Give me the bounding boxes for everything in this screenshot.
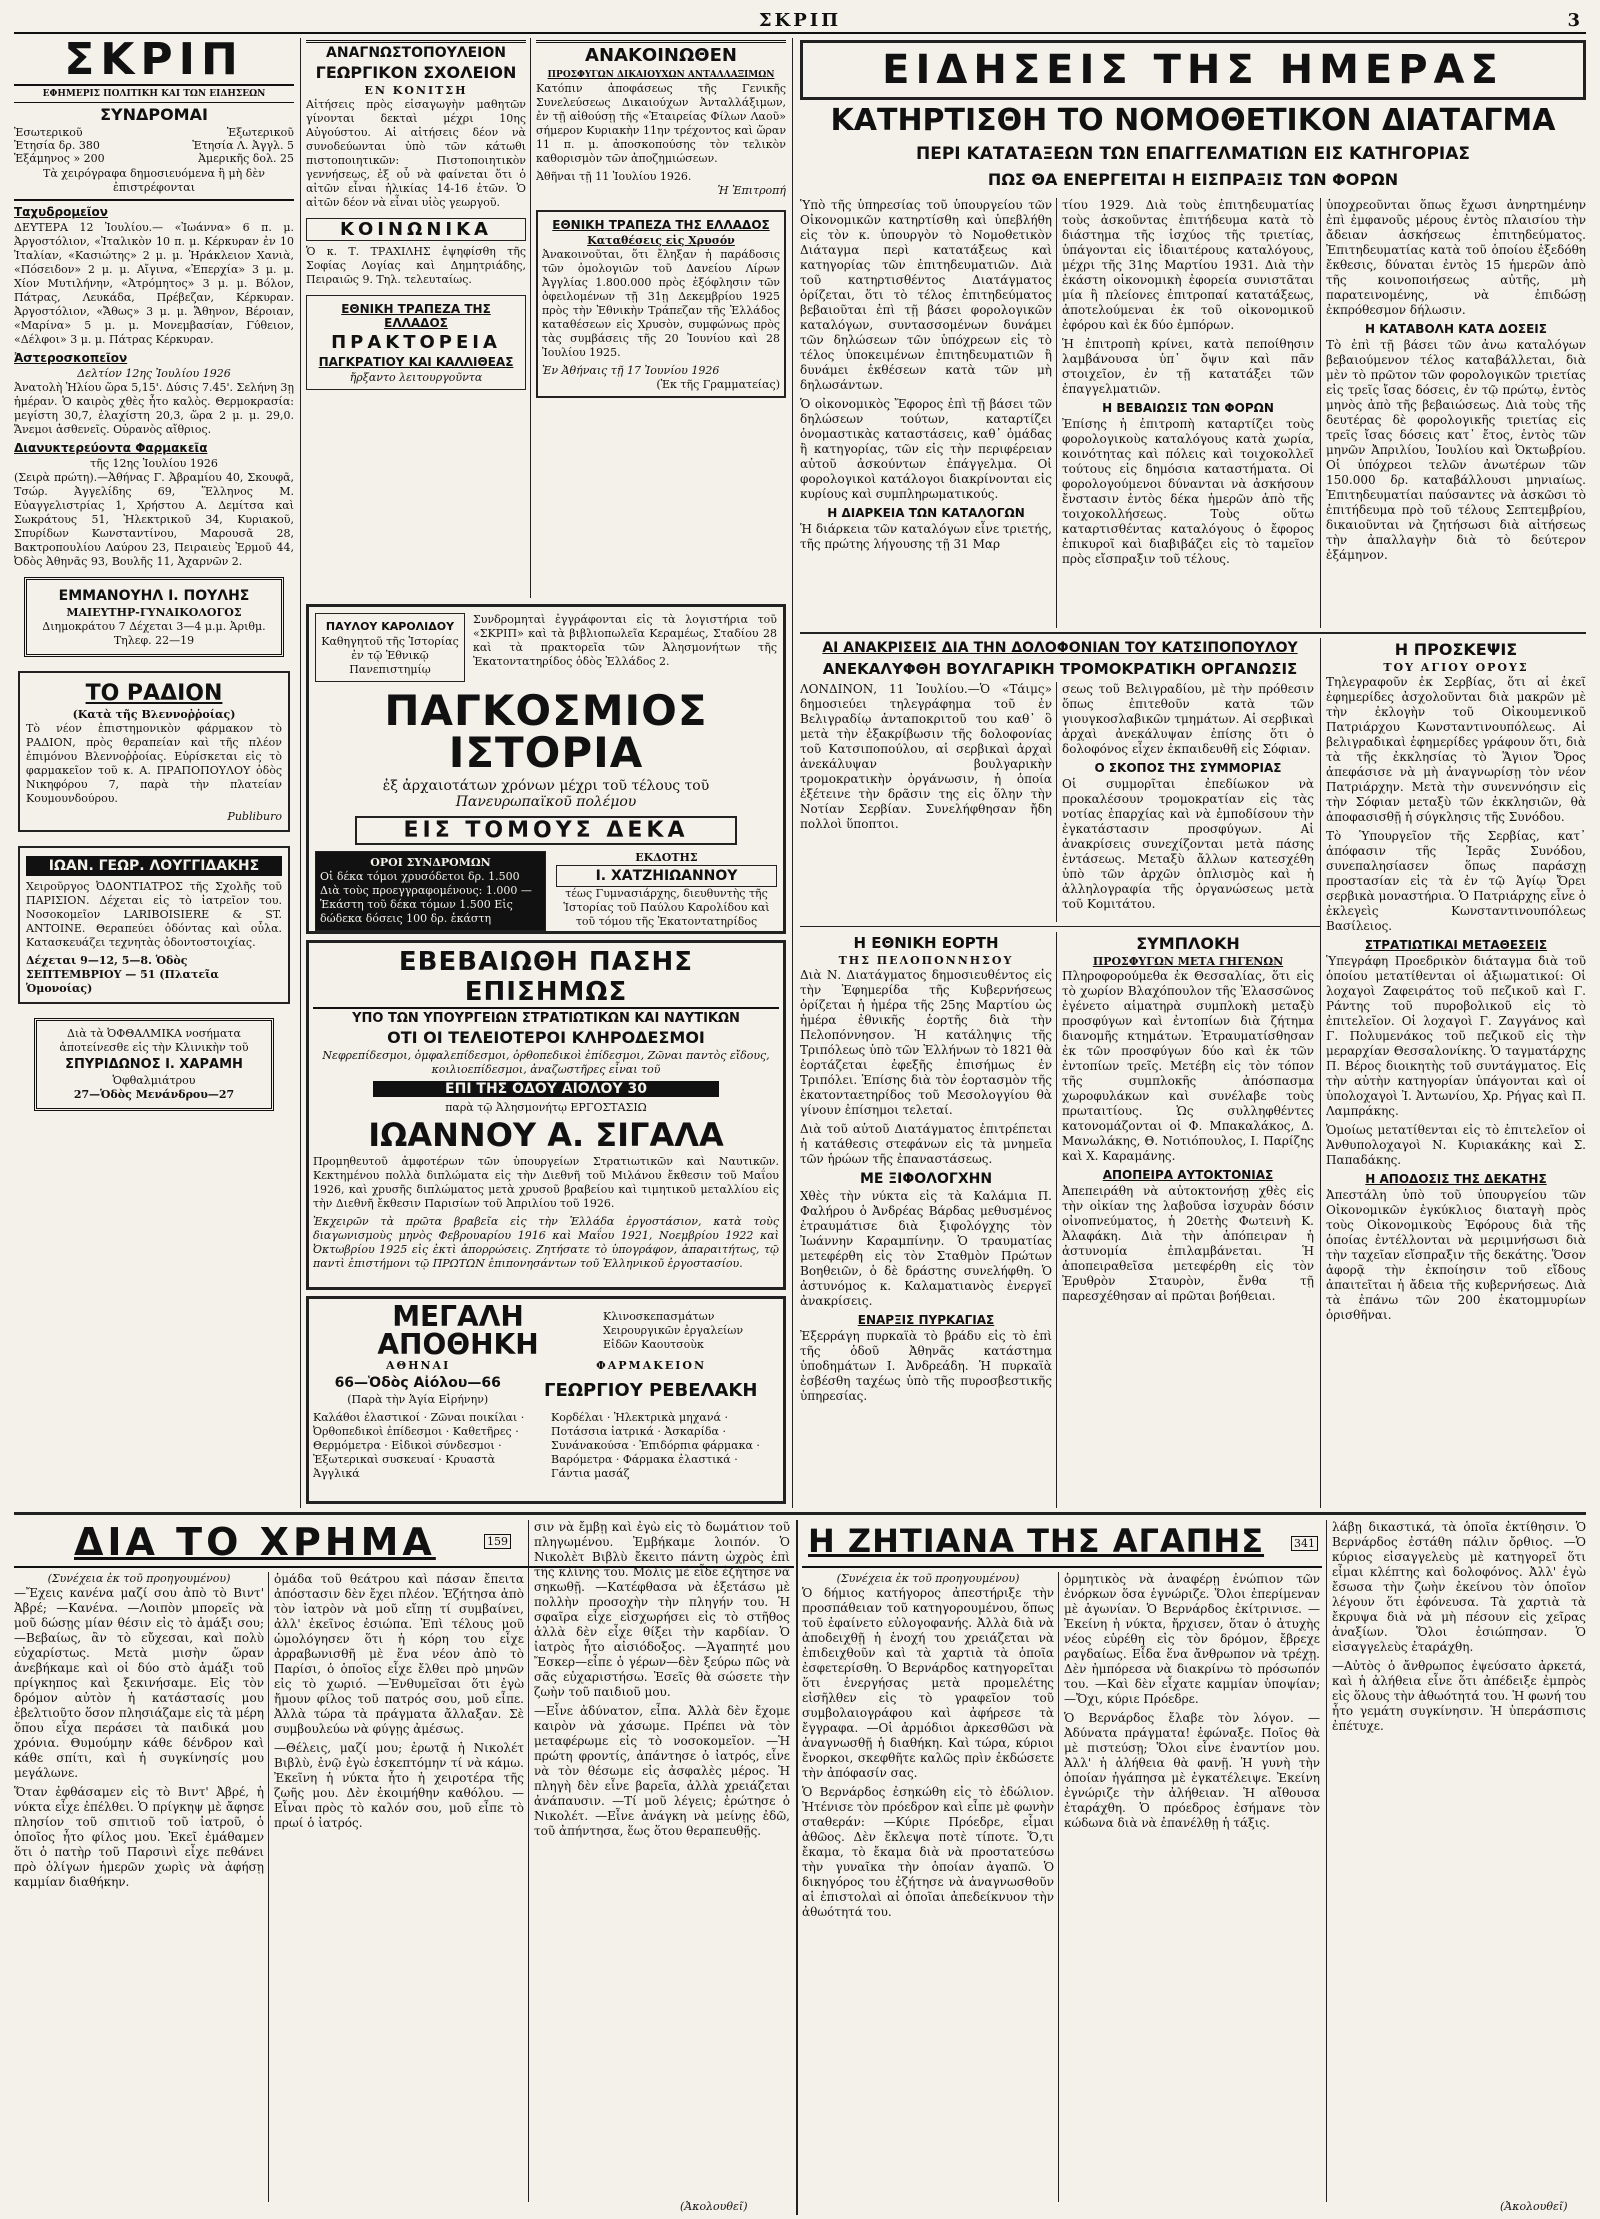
serial1-number: 159	[484, 1534, 511, 1549]
tithe-text: Ἀπεστάλη ὑπὸ τοῦ ὑπουργείου τῶν Οἰκονομικῶν ἐγκύκλιος διαταγὴ πρὸς τοὺς Οἰκονομικοὺς Ἐφόρους διὰ τῆς ὁποίας ἐντέλλονται νὰ μεριμνήσωσι διὰ τὴν ταχεῖαν εἴσπραξιν τῆς δεκάτης. Ὅσον ἀφορᾷ τὴν ἐκποίησιν τοῦ εἴδους ἀπαιτεῖται ἡ ἄδεια τῆς κυβερνήσεως. Διὰ τὰ ἐπάνω τῶν 200 ἑκατομμυρίων ὁρισθῆναι.	[1326, 1188, 1586, 1322]
warehouse-sub: Κλινοσκεπασμάτων Χειρουργικῶν ἐργαλείων Εἰδῶν Καουτσοὺκ	[603, 1310, 744, 1351]
news-headline3: ΠΩΣ ΘΑ ΕΝΕΡΓΕΙΤΑΙ Η ΕΙΣΠΡΑΞΙΣ ΤΩΝ ΦΟΡΩΝ	[987, 170, 1399, 189]
ad-loungidakis-text: Χειροῦργος ὈΔΟΝΤΙΑΤΡΟΣ τῆς Σχολῆς τοῦ ΠΑΡΙΣΙΟΝ. Δέχεται εἰς τὸ ἰατρεῖον του. Νοσοκομεῖον LARIBOISIERE & ST. ANTOINE. Θεραπεύει ὁδόντας καὶ οὖλα. Κατασκευάζει τεχνητὰς ὀδοντοστοιχίας.	[26, 880, 282, 949]
fight-text: Πληροφορούμεθα ἐκ Θεσσαλίας, ὅτι εἰς τὸ χωρίον Βλαχόπουλον τῆς Ἐλασσῶνος ἐγένετο αἱματηρὰ συμπλοκὴ μεταξὺ προσφύγων καὶ ἐντοπίων διὰ ζήτημα διανομῆς κτημάτων. Ἐτραυματίσθησαν ἐκ τῶν προσφύγων δύο καὶ ἐκ τῶν ἐντοπίων τρεῖς. Μετέβη εἰς τὸν τόπον τῆς συμπλοκῆς ἀπόσπασμα χωροφυλάκων καὶ συνέλαβε τοὺς πρωταιτίους. Ὡς συλληφθέντες κατονομάζονται οἱ Φ. Μπακαλάκος, Δ. Μανωλάκης, Θ. Νοτιόπουλος, Ι. Παρίζης καὶ Χ. Καραμάνης.	[1062, 969, 1314, 1163]
news-n1-text3: Ἡ διάρκεια τῶν καταλόγων εἶνε τριετής, τῆς πρώτης λήγουσης τῇ 31 Μαρ	[800, 522, 1052, 551]
pharmacy-text: (Σειρὰ πρώτη).—Ἀθήνας Γ. Ἀβραμίου 40, Σκουφᾶ, Τσώρ. Ἀγγελίδης 69, Ἕλληνος Μ. Εὐαγγελιστρίας 1, Χρήστου Α. Δεμίτσα καὶ Σωκράτους 51, Ἠλεκτρικοῦ 34, Κυριακοῦ, Σπυρίδων Κωνσταντίνου, Μαρουσᾶ 28, Βακτροπουλίου Λαύρου 23, Πειραιεὺς Ἐρμοῦ 44, Ὀδὸς Ἀθηνᾶς 93, Βουλῆς 11, Ἀχαρνῶν 2.	[14, 471, 294, 568]
school-title: ΑΝΑΓΝΩΣΤΟΠΟΥΛΕΙΟΝ	[306, 40, 526, 61]
fest-sub: ΤΗΣ ΠΕΛΟΠΟΝΝΗΣΟΥ	[838, 954, 1014, 967]
sigalas-text1: Νεφρεπίδεσμοι, ὀμφαλεπίδεσμοι, ὀρθοπεδικοὶ ἐπίδεσμοι, Ζῶναι παντὸς εἴδους, κοιλιοεπίδεσμοι, ἀναζωστῆρες εἶναι τοῦ	[322, 1049, 770, 1076]
serial2-header	[802, 1520, 1322, 1568]
history-right-text: Συνδρομηταὶ ἐγγράφονται εἰς τὰ λογιστήρια τοῦ «ΣΚΡΙΠ» καὶ τὰ βιβλιοπωλεῖα Κεραμέως, Σταδίου 28 καὶ τὰ πρακτορεῖα τῶν Ἀλησμονήτων τῆς Ἐκατοντατηρίδος ὁδὸς Ἑλλάδος 2.	[473, 613, 777, 668]
mil-text: Ὑπεγράφη Προεδρικὸν διάταγμα διὰ τοῦ ὁποίου μετατίθενται οἱ ἀξιωματικοί: Οἱ λοχαγοὶ Ζαφειράτος τοῦ πεζικοῦ καὶ Γ. Ράντης τοῦ πυροβολικοῦ εἰς τὸ ἐπιτελεῖον. Οἱ λοχαγοὶ Γ. Ζαγγάνος καὶ Γ. Πολυμενάκος τοῦ πεζικοῦ εἰς τὴν μεραρχίαν Θεσσαλονίκης. Ὁ ταγματάρχης Π. Βέρος διοικητὴς τοῦ συντάγματος. Εἰς τὴν αὐτὴν κατηγορίαν ὑπάγονται καὶ οἱ ὑπολοχαγοὶ Ἰ. Ἀντωνίου, Χρ. Ρήγας καὶ Π. Λαμπράκης.	[1326, 954, 1586, 1118]
fire-title: ΕΝΑΡΞΙΣ ΠΥΡΚΑΓΙΑΣ	[857, 1313, 995, 1327]
social-text: Ὁ κ. Τ. ΤΡΑΧΙΛΗΣ ἐψηφίσθη τῆς Σοφίας Λογίας καὶ Δημητριάδης, Πειραιῶς 9. Τηλ. τελευταίως.	[306, 245, 526, 286]
serial2-cont: (Συνέχεια ἐκ τοῦ προηγουμένου)	[836, 1572, 1020, 1585]
news-right-column	[1326, 638, 1586, 1508]
sigalas-ad	[306, 940, 786, 1290]
bank2-date: Ἐν Ἀθήναις τῇ 17 Ἰουνίου 1926	[542, 364, 720, 377]
warehouse-title: ΜΕΓΑΛΗ ΑΠΟΘΗΚΗ	[377, 1300, 539, 1361]
fest-text: Διὰ Ν. Διατάγματος δημοσιευθέντος εἰς τὴν Ἐφημερίδα τῆς Κυβερνήσεως ὁρίζεται ἡ ἡμέρα τῆς 25ης Μαρτίου ὡς ἡμέρα ἐθνικῆς ἑορτῆς διὰ τὴν Πελοπόννησον. Ἡ κατάληψις τῆς Τριπόλεως ὑπὸ τῶν Ἑλλήνων τὸ 1821 θὰ ἑορτάζεται ἐφεξῆς ἐπισήμως ἐν Τριπόλει. Ἐπίσης διὰ τὸν ἑορτασμὸν τῆς ἑκατονταετηρίδος τοῦ Μεσολογγίου θὰ γίνουν ἐπίσημοι τελεταί.	[800, 968, 1052, 1117]
news-col1	[800, 198, 1052, 628]
news-n3-text2: Τὸ ἐπὶ τῇ βάσει τῶν ἀνω καταλόγων βεβαιούμενον τέλος καταβάλλεται, διὰ μὲν τὸ πρῶτον τῶν φορολογικῶν τριετίας εἰς τρεῖς ἴσας δόσεις, ἐν τῷ πρώτῳ, ἐντὸς μηνὸς ἀπὸ τῆς βεβαιώσεως. Διὰ τοὺς τῆς δευτέρας δὲ φορολογικῆς τριετίας εἰς τρεῖς ἴσας δόσεις κατ᾽ ἔτος, ἐντὸς τῶν μηνῶν Ἀπριλίου, Ἰουλίου καὶ Ὀκτωβρίου. Οἱ ὑπόχρεοι τελῶν ἀνωτέρων τῶν 150.000 δρ. καταβάλλουσι μηνιαίως. Ἐπιτηδευματίαι παύσαντες νὰ ἀσκῶσι τὸ ἐπιτήδευμα πρὸ τοῦ τέλους Σεπτεμβρίου, δικαιοῦνται νὰ ζητήσωσι διὰ αἰτήσεως τὴν ἀπαλλαγὴν διὰ τὸ δεύτερον ἑξάμηνον.	[1326, 338, 1586, 562]
history-sub: ἐξ ἀρχαιοτάτων χρόνων μέχρι τοῦ τέλους τοῦ	[382, 778, 710, 794]
suicide-text: Ἀπεπειράθη νὰ αὐτοκτονήσῃ χθὲς εἰς τὴν οἰκίαν της λαβοῦσα ἰσχυρὰν δόσιν οἰνοπνεύματος, ἡ 20ετὴς Φωτεινὴ Κ. Ἀλαφάκη. Διὰ τὴν ἀπόπειραν ἡ ἀστυνομία ἐπιλαμβάνεται. Ἡ ἀποπειραθεῖσα μετεφέρθη εἰς τὸν Ἐρυθρὸν Σταυρὸν, ἔνθα τῇ παρεσχέθησαν αἱ πρῶται βοήθειαι.	[1062, 1184, 1314, 1303]
monks-text2: Τὸ Ὑπουργεῖον τῆς Σερβίας, κατ᾽ ἀπόφασιν τῆς Ἱερᾶς Συνόδου, συνεπαλησίασεν ὅπως παράσχῃ προστασίαν εἰς τὰ ἐν τῷ Ἁγίῳ Ὄρει σερβικὰ μοναστήρια. Ὁ Πατριάρχης εἶνε ὁ ἐκλεγεὶς Κωνσταντινουπόλεως Βασίλειος.	[1326, 829, 1586, 933]
history-terms-text: Οἱ δέκα τόμοι χρυσόδετοι δρ. 1.500 Διὰ τοὺς προεγγραφομένους: 1.000 —Ἑκάστη τοῦ δέκα τόμων 1.500 Εἰς δώδεκα δόσεις 100 δρ. ἑκάστη	[320, 870, 532, 925]
warehouse-list1: Καλάθοι ἐλαστικοί · Ζῶναι ποικίλαι · Ὀρθοπεδικοὶ ἐπίδεσμοι · Καθετῆρες · Θερμόμετρα · Εἰδικοὶ σύνδεσμοι · Ἐξωτερικαὶ συσκευαί · Κρυαστὰ Ἀγγλικά	[313, 1411, 525, 1480]
warehouse-addr: 66—Ὁδὸς Αἰόλου—66	[334, 1375, 501, 1391]
pharmacy-date: τῆς 12ης Ἰουλίου 1926	[90, 457, 218, 470]
announce-column	[536, 38, 786, 598]
ad-poulis-name: ΕΜΜΑΝΟΥΗΛ Ι. ΠΟΥΛΗΣ	[58, 588, 250, 604]
arrests-text: ΛΟΝΔΙΝΟΝ, 11 Ἰουλίου.—Ὁ «Τάιμς» δημοσιεύει τηλεγράφημα τοῦ ἐν Βελιγραδίῳ ἀνταποκριτοῦ του καθ᾽ ὃ μετὰ τὴν ἐξακρίβωσιν τῆς δολοφονίας τοῦ Κατσιποπούλου, αἱ σερβικαὶ ἀρχαὶ ἀνεκάλυψαν βουλγαρικὴν τρομοκρατικὴν ὀργάνωσιν, ἡ ὁποία ἐξέτεινε τὴν δρᾶσιν της εἰς ὅλην τὴν Νοτίαν Σερβίαν. Συνελήφθησαν ἤδη πολλοὶ ὕποπτοι.	[800, 682, 1052, 831]
news-n3-text: ὑποχρεοῦνται ὅπως ἔχωσι ἀνηρτημένην ἐπὶ ἐμφανοῦς μέρους ἐντὸς πλαισίου τὴν ἄδειαν ἀσκήσεως ἐπιτηδεύματος. Ἐπιτηδευματίας κατὰ τοῦ ὁποίου ἐξεδόθη ἔκθεσις, δύναται ἐντὸς 15 ἡμερῶν ἀπὸ τῆς κοινοποιήσεως αὐτῆς, μὴ παρατεινομένης, νὰ ἐπιδώσῃ ἐκπρόθεσμον δήλωσιν.	[1326, 198, 1586, 317]
ad-radion-sign: Publiburo	[227, 810, 282, 823]
subs-row1b: Ἐτησία Λ. Ἀγγλ. 5	[192, 139, 294, 152]
ad-radion-sub: (Κατὰ τῆς Βλεννοῤῥοίας)	[72, 708, 236, 721]
arrests-text2: σεως τοῦ Βελιγραδίου, μὲ τὴν πρόθεσιν ὅπως ἐπιτεθοῦν κατὰ τῶν γιουγκοσλαβικῶν τμημάτων. Αἱ σερβικαὶ ἀρχαὶ ἀνεκάλυψαν ἐπίσης ὅτι ὁ δολοφόνος εἶχεν ἐκπαιδευθῆ εἰς Σόφιαν.	[1062, 682, 1314, 756]
news-col3	[1326, 198, 1586, 628]
history-author-name: ΠΑΥΛΟΥ ΚΑΡΟΛΙΔΟΥ	[325, 620, 455, 633]
sigalas-addr: ΕΠΙ ΤΗΣ ΟΔΟΥ ΑΙΟΛΟΥ 30	[373, 1081, 719, 1097]
ad-charamis-role: Ὁφθαλμιάτρου	[112, 1074, 196, 1087]
school-column	[306, 38, 526, 598]
bank-sub3: ἤρξαντο λειτουργοῦντα	[349, 371, 483, 384]
ad-charamis	[34, 1018, 274, 1111]
history-publisher-text: τέως Γυμνασιάρχης, διευθυντὴς τῆς Ἱστορίας τοῦ Παύλου Καρολίδου καὶ τοῦ τόμου τῆς Ἐκατοντατηρίδος	[563, 887, 770, 928]
arrests-col1	[800, 682, 1052, 922]
knife-title: ΜΕ ΞΙΦΟΛΟΓΧΗΝ	[859, 1171, 993, 1187]
news-n2-sub: Η ΒΕΒΑΙΩΣΙΣ ΤΩΝ ΦΟΡΩΝ	[1102, 401, 1274, 415]
ad-loungidakis-addr: Δέχεται 9—12, 5—8. Ὁδὸς ΣΕΠΤΕΜΒΡΙΟΥ — 51 (Πλατεῖα Ὁμονοίας)	[26, 954, 219, 995]
history-volumes-box	[355, 816, 737, 845]
news-col2	[1062, 198, 1314, 628]
serial1-col1	[14, 1572, 264, 2202]
bank-sub: ΠΡΑΚΤΟΡΕΙΑ	[331, 332, 501, 353]
serial2-next: (Ἀκολουθεῖ)	[1500, 2200, 1568, 2213]
astro-text: Ἀνατολὴ Ἡλίου ὥρα 5,15'. Δύσις 7.45'. Σελήνη 3ῃ ἡμέραν. Ὁ καιρὸς χθὲς ἦτο καλὸς. Θερμοκρασία: μεγίστη 30,7, ἐλαχίστη 20,3, ὥρα 2 μ. μ. 29,0. Ἄνεμοι ἀσθενεῖς. Οὐρανὸς αἴθριος.	[14, 381, 294, 436]
news-n1-text2: Ὁ οἰκονομικὸς Ἔφορος ἐπὶ τῇ βάσει τῶν δηλώσεων τούτων, καταρτίζει ὀνομαστικὰς καταστάσεις, καθ᾽ ὁμάδας ἢ κατηγορίας, τῶν εἰς τὴν περιφέρειαν αὐτοῦ ἀσκούντων ἐπάγγελμα. Οἱ φορολογικοὶ κατάλογοι διακρίνονται εἰς κυρίους καὶ συμπληρωματικούς.	[800, 397, 1052, 501]
sigalas-banner: ΕΒΕΒΑΙΩΘΗ ΠΑΣΗΣ ΕΠΙΣΗΜΩΣ	[313, 947, 779, 1009]
ad-charamis-addr: 27—Ὁδὸς Μενάνδρου—27	[73, 1088, 235, 1101]
social-title-box	[306, 218, 526, 241]
news-headline2: ΠΕΡΙ ΚΑΤΑΤΑΞΕΩΝ ΤΩΝ ΕΠΑΓΓΕΛΜΑΤΙΩΝ ΕΙΣ ΚΑΤΗΓΟΡΙΑΣ	[915, 144, 1470, 164]
masthead-title: ΣΚΡΙΠ	[758, 10, 842, 31]
sigalas-name: ΙΩΑΝΝΟΥ Α. ΣΙΓΑΛΑ	[368, 1116, 724, 1154]
news-n2-text2: Ἡ ἐπιτροπὴ κρίνει, κατὰ πεποίθησιν λαμβάνουσα ὑπ᾽ ὄψιν καὶ πᾶν στοιχεῖον, ἐν τῇ κατατάξει τῶν ἐπαγγελματιῶν.	[1062, 337, 1314, 396]
warehouse-ad	[306, 1296, 786, 1504]
sigalas-text2: Προμηθευτοῦ ἀμφοτέρων τῶν ὑπουργείων Στρατιωτικῶν καὶ Ναυτικῶν. Κεκτημένου πολλὰ διπλώματα εἰς τὴν Διεθνῆ τοῦ Μιλάνου ἔκθεσιν τοῦ Μαΐου 1926, καὶ χρυσῆς διπλώματος μετὰ χρυσοῦ βραβείου καὶ τιμητικοῦ μεταλλίου εἰς τὴν Διεθνῆ ἔκθεσιν Παρισίων τοῦ Ἀπριλίου τοῦ 1926.	[313, 1155, 779, 1210]
monks-sub: ΤΟΥ ΑΓΙΟΥ ΟΡΟΥΣ	[1383, 661, 1529, 674]
news-n2-text: τίου 1929. Διὰ τοὺς ἐπιτηδευματίας τοὺς ἀσκοῦντας ἐπιτήδευμα κατὰ τὸ διάστημα τῆς ἰσχύος τῆς τριετίας, ὑπάγονται εἰς ἰδιαιτέρους καταλόγους, μέχρι τῆς 31ης Μαρτίου 1931. Διὰ τὴν ἐκάστη οἰκονομικὴ ἐφορεία συνιστᾶται μία ἢ πλείονες ἐπιτροπαί κατατάξεως, ἀποτελούμεναι ἐκ τοῦ οἰκονομικοῦ ἐφόρου καὶ ἐκ δύο ἐμπόρων.	[1062, 198, 1314, 332]
knife-text: Χθὲς τὴν νύκτα εἰς τὰ Καλάμια Π. Φαλήρου ὁ Ἀνδρέας Βάρδας μεθυσμένος ἐτραυμάτισε διὰ ξιφολόγχης τὸν Ἰωάννην Καραμπίνην. Ὁ τραυματίας μετεφέρθη εἰς τὸν Σταθμὸν Πρώτων Βοηθειῶν, ὁ δὲ δράστης συνελήφθη. Ὁ ἀστυνόμος κ. Καλαματιανὸς ἐνεργεῖ ἀνακρίσεις.	[800, 1189, 1052, 1308]
serial1-text1: —Ἔχεις κανένα μαζί σου ἀπὸ τὸ Βιντ' Ἀβρέ; —Κανένα. —Λοιπὸν μπορεῖς νὰ μοῦ δώσῃς μίαν θέσιν εἰς τὸ ἀμάξι σου; —Βεβαίως, ἂν τὸ εὔχεσαι, καὶ πολὺ εὐχαρίστως. Μετὰ μισὴν ὥραν ἀνεβήκαμε καὶ οἱ δύο στὸ ἀμάξι τοῦ πρίγκηπος καὶ ξεκινήσαμε. Εἰς τὸν δρόμον αὐτὸν ἡ κατάστασίς μου ἐβελτιοῦτο ὅσον πλησιάζαμε εἰς τὰ μέρη ὅπου εἶχα περάσει τὰ παιδικά μου χρόνια. Θυμούμην κάθε δένδρον καὶ κάθε σπίτι, καὶ ἡ συγκίνησίς μου μεγάλωνε.	[14, 1586, 264, 1780]
serial2-col3	[1332, 1520, 1586, 2202]
ad-poulis-text: Διημοκράτου 7 Δέχεται 3—4 μ.μ. Ἀριθμ. Τηλεφ. 22—19	[42, 620, 266, 647]
serial2-title: Η ΖΗΤΙΑΝΑ ΤΗΣ ΑΓΑΠΗΣ	[808, 1522, 1265, 1560]
history-author-box	[315, 613, 465, 682]
page-number: 3	[1567, 10, 1580, 31]
serial2-text2: Ὁ Βερνάρδος ἐσηκώθη εἰς τὸ ἐδώλιον. Ἠτένισε τὸν πρόεδρον καὶ εἶπε μὲ φωνὴν σταθεράν: —Κύριε Πρόεδρε, εἶμαι ἀθῶος. Δὲν ἔκλεψα ποτὲ τίποτε. Ὅ,τι ἔκαμα, τὸ ἔκαμα διὰ νὰ προστατεύσω τὴν γυναῖκα τὴν ὁποίαν ἀγαπῶ. Ὁ δικηγόρος του ἐζήτησε νὰ ἀναγνωσθοῦν αἱ ἐπιστολαὶ αἱ ὁποῖαι ἀπεδείκνυον τὴν ἀθωότητά του.	[802, 1785, 1054, 1919]
ad-charamis-text: Διὰ τὰ ὈΦΘΑΛΜΙΚΑ νοσήματα ἀποτείνεσθε εἰς τὴν Κλινικὴν τοῦ	[59, 1027, 249, 1054]
history-terms-title: ΟΡΟΙ ΣΥΝΔΡΟΜΩΝ	[370, 856, 491, 869]
warehouse-addr2: (Παρὰ τὴν Ἁγία Εἰρήνην)	[347, 1393, 489, 1406]
warehouse-pharm-name: ΓΕΩΡΓΙΟΥ ΡΕΒΕΛΑΚΗ	[543, 1379, 758, 1401]
serial2-text6: —Αὐτὸς ὁ ἄνθρωπος ἐψεύσατο ἀρκετά, καὶ ἡ ἀλήθεια εἶνε ὅτι ἀπέδειξε ἐμπρὸς εἰς ὅλους τὴν ἀθωότητά του. Ἡ φωνή του ἦτο γεμάτη συγκίνησιν. Ἡ ὑπεράσπισις ἐπέτυχε.	[1332, 1659, 1586, 1733]
ad-radion-text: Τὸ νέον ἐπιστημονικὸν φάρμακον τὸ ΡΑΔΙΟΝ, πρὸς θεραπείαν καὶ τῆς πλέον ἐπιμόνου Βλεννοῤῥοίας. Εὑρίσκεται εἰς τὸ φαρμακεῖον τοῦ κ. Α. ΠΡΑΠΟΠΟΥΛΟΥ ὁδὸς Νικηφόρου 7, παρὰ τὴν πλατείαν Κουμουνδούρου.	[26, 722, 282, 805]
fight-sub: ΠΡΟΣΦΥΓΩΝ ΜΕΤΑ ΓΗΓΕΝΩΝ	[1092, 955, 1284, 968]
serial2-text1: Ὁ δήμιος κατήγορος ἀπεστήριξε τὴν προσπάθειαν τοῦ κατηγορουμένου, ὅπως τοῦ ἐφαίνετο εὐλογοφανής. Ἀλλὰ διὰ νὰ ἀποδειχθῇ ἡ ἐνοχή του χρειάζεται νὰ ἐπιδειχθοῦν καὶ τὰ χαρτιὰ τὰ ὁποῖα ἐσφετερίσθη. Ὁ Βερνάρδος κατηγορεῖται ὅτι ἐνεργήσας μετὰ προμελέτης εἰσῆλθεν εἰς τὸ γραφεῖον τοῦ συμβολαιογράφου καὶ ἀφήρεσε τὰ ἔγγραφα. —Οἱ ἀρμόδιοι ἀρκεσθῶσι νὰ ἀναγνωσθῇ ἡ διαθήκη. Καὶ τώρα, κύριοι ἔνορκοι, σκεφθῆτε καλῶς πρὶν ἐκδώσετε τὴν ἀπόφασίν σας.	[802, 1586, 1054, 1780]
news-header: ΕΙΔΗΣΕΙΣ ΤΗΣ ΗΜΕΡΑΣ	[882, 47, 1504, 93]
subs-row1a: Ἐτησία δρ. 380	[14, 139, 100, 152]
mil-title: ΣΤΡΑΤΙΩΤΙΚΑΙ ΜΕΤΑΘΕΣΕΙΣ	[1364, 938, 1548, 952]
serial1-cont: (Συνέχεια ἐκ τοῦ προηγουμένου)	[47, 1572, 231, 1585]
serial1-col2	[274, 1572, 524, 2202]
pharmacy-title: Διανυκτερεύοντα Φαρμακεῖα	[14, 441, 208, 455]
history-publisher-name: Ι. ΧΑΤΖΗΙΩΑΝΝΟΥ	[595, 868, 738, 884]
suicide-title: ΑΠΟΠΕΙΡΑ ΑΥΤΟΚΤΟΝΙΑΣ	[1102, 1168, 1274, 1182]
fest-text2: Διὰ τοῦ αὐτοῦ Διατάγματος ἐπιτρέπεται ἡ κατάθεσις στεφάνων εἰς τὰ μνημεῖα τῶν ἡρώων τῆς ἐπαναστάσεως.	[800, 1122, 1052, 1166]
bank2-sign: (Ἐκ τῆς Γραμματείας)	[656, 378, 780, 391]
astro-date: Δελτίον 12ης Ἰουλίου 1926	[77, 367, 231, 380]
bank2-sub: Καταθέσεις εἰς Χρυσόν	[587, 234, 735, 247]
serial1-next: (Ἀκολουθεῖ)	[680, 2200, 748, 2213]
mil-text2: Ὁμοίως μετατίθενται εἰς τὸ ἐπιτελεῖον οἱ Ἀνθυπολοχαγοὶ Ν. Κυριακάκης καὶ Σ. Παπαδάκης.	[1326, 1123, 1586, 1167]
news-n2-text3: Ἐπίσης ἡ ἐπιτροπὴ καταρτίζει τοὺς φορολογικοὺς καταλόγους κατὰ χωρία, κοινότητας καὶ πόλεις καὶ τοιχοκολλεῖ τούτους εἰς δημόσια καταστήματα. Οἱ φορολογούμενοι δύνανται νὰ ἀσκήσουν ἔνστασιν ἐντὸς δέκα ἡμερῶν ἀπὸ τῆς τοιχοκολλήσεως. Τοὺς οὕτω καταρτισθέντας καταλόγους ὁ ἔφορος ἐπικυροῖ καὶ διαβιβάζει εἰς τὸ ταμεῖον πρὸς εἴσπραξιν τοῦ τέλους.	[1062, 417, 1314, 566]
history-title: ΠΑΓΚΟΣΜΙΟΣ ΙΣΤΟΡΙΑ	[384, 686, 708, 777]
serial2-col2	[1064, 1572, 1320, 2202]
subscriptions-title: ΣΥΝΔΡΟΜΑΙ	[100, 105, 208, 124]
fire-text: Ἐξερράγη πυρκαϊὰ τὸ βράδυ εἰς τὸ ἐπὶ τῆς ὁδοῦ Ἀθηνᾶς κατάστημα ὑποδημάτων Ι. Ἀνδρεάδη. Ἡ πυρκαϊὰ ἐσβέσθη ταχέως ὑπὸ τῆς πυροσβεστικῆς ὑπηρεσίας.	[800, 1329, 1052, 1403]
serial2-col1	[802, 1572, 1054, 2202]
warehouse-city: ΑΘΗΝΑΙ	[385, 1359, 451, 1372]
astro-title: Ἀστεροσκοπεῖον	[14, 351, 128, 365]
news-lower-col2	[1062, 932, 1314, 1508]
serial2-text4: Ὁ Βερνάρδος ἔλαβε τὸν λόγον. —Ἀδύνατα πράγματα! ἐφώναξε. Ποῖος θὰ μὲ πιστεύσῃ; Ὅλοι εἶνε ἐναντίον μου. Ἀλλ' ἡ ἀλήθεια θὰ φανῇ. Ἡ γυνὴ τὴν ὁποίαν ἠγάπησα μὲ ἐγκατέλειψε. Ἐκείνη ἐγνώριζε τὴν ἀλήθειαν. Ἡ αἴθουσα ἐταράχθη. Ὁ πρόεδρος ἐσήμανε τὸν κώδωνα διὰ νὰ ἐπανέλθῃ ἡ τάξις.	[1064, 1711, 1320, 1830]
ad-loungidakis-name: ΙΩΑΝ. ΓΕΩΡ. ΛΟΥΓΓΙΔΑΚΗΣ	[26, 856, 282, 876]
arrests-title: ΑΙ ΑΝΑΚΡΙΣΕΙΣ ΔΙΑ ΤΗΝ ΔΟΛΟΦΟΝΙΑΝ ΤΟΥ ΚΑΤΣΙΠΟΠΟΥΛΟΥ	[822, 640, 1298, 656]
announce-title: ΑΝΑΚΟΙΝΩΘΕΝ	[536, 40, 786, 66]
serial1-col3	[534, 1520, 790, 2202]
arrests-sub2: Ο ΣΚΟΠΟΣ ΤΗΣ ΣΥΜΜΟΡΙΑΣ	[1094, 761, 1282, 775]
left-column	[14, 38, 294, 1508]
news-n3-sub: Η ΚΑΤΑΒΟΛΗ ΚΑΤΑ ΔΟΣΕΙΣ	[1365, 322, 1547, 336]
history-publisher	[556, 851, 777, 931]
school-text: Αἰτήσεις πρὸς εἰσαγωγὴν μαθητῶν γίνονται δεκταὶ μέχρι 10ης Αὐγούστου. Αἱ αἰτήσεις δέον νὰ συνοδεύωνται ὑπὸ τῶν κάτωθι πιστοποιητικῶν: Πιστοποιητικὸν γεννήσεως, ἐξ οὗ νὰ φαίνεται ὅτι ὁ αἰτῶν εἶναι ἡλικίας 14-16 ἐτῶν. Ὁ αἰτῶν δέον νὰ εἶναι υἱὸς γεωργοῦ.	[306, 98, 526, 209]
sigalas-text3: Ἐκχειρῶν τὰ πρῶτα βραβεῖα εἰς τὴν Ἑλλάδα ἐργοστάσιον, κατὰ τοὺς διαγωνισμοὺς μηνὸς Φεβρουαρίου 1916 καὶ Μαΐου 1921, Νοεμβρίου 1922 καὶ Ὀκτωβρίου 1925 εἰς ἐκτὶ ἀπορρώσεις. Ζητήσατε τὸ ὑπογράφον, ἀπαραιτήτως, τῷ παντὶ ἐπιστήμονι τῷ ΠΡΩΤΩΝ ἐπιπονησάντων τοῦ Ἑλληνικοῦ ἐργοστασίου.	[313, 1215, 779, 1270]
serial2-text5: λάβῃ δικαστικά, τὰ ὁποῖα ἐκτίθησιν. Ὁ Βερνάρδος ἐστάθη πάλιν ὄρθιος. —Ὁ κύριος εἰσαγγελεὺς μὲ κατηγορεῖ ὅτι εἶμαι κλέπτης καὶ δολοφόνος. Ἀλλ' ἐγὼ ἔσωσα τὴν ζωὴν ἐκείνου τὸν ὁποῖον λέγουν ὅτι ἐφόνευσα. Τὰ χαρτιὰ τὰ ἔκρυψα διὰ νὰ μὴ πέσουν εἰς χεῖρας ἀναξίων. Ὅλοι ἐσιώπησαν. Ὁ εἰσαγγελεὺς ἐταράχθη.	[1332, 1520, 1586, 1654]
serial1-text2: Ὅταν ἐφθάσαμεν εἰς τὸ Βιντ' Ἀβρέ, ἡ νύκτα εἶχε ἐπέλθει. Ὁ πρίγκηψ μὲ ἄφησε πλησίον τοῦ σπιτιοῦ τοῦ ἰατροῦ, ὁ ὁποῖος ἦτο φίλος μου. Ἐκεῖ ἐμάθαμεν ὅτι ὁ πατὴρ τοῦ Παρσινὶ εἶχε πεθάνει πρὸ ὀλίγων ἡμερῶν χωρὶς νὰ ἀφήσῃ καμμίαν διαθήκην.	[14, 1785, 264, 1889]
history-publisher-label: ΕΚΔΟΤΗΣ	[635, 851, 698, 864]
bank-title: ΕΘΝΙΚΗ ΤΡΑΠΕΖΑ ΤΗΣ ΕΛΛΑΔΟΣ	[341, 302, 491, 330]
bank2-title: ΕΘΝΙΚΗ ΤΡΑΠΕΖΑ ΤΗΣ ΕΛΛΑΔΟΣ	[552, 218, 770, 232]
trains-text: ΔΕΥΤΕΡΑ 12 Ἰουλίου.— «Ἰωάννα» 6 π. μ. Ἀργοστόλιον, «Ἰταλικὸν 10 π. μ. Κέρκυραν ἐν 10 Ἰταλίαν, «Κασιώτης» 2 μ. μ. Ἡράκλειον Χανιὰ, «Πόσειδον» 2 μ. μ. Αἴγινα, «Ἐπερχία» 3 μ. μ. Χίον Μυτιλήνην, «Ἀτρόμητος» 3 μ. μ. Βόλον, Πάτρας, Λευκάδα, Πρέβεζαν, Κέρκυραν. Ἀργοστόλιον, «Ἄθως» 3 μ. μ. Ἄθηνον, Βέροιαν, «Μαρίνα» 5 μ. μ. Μονεμβασίαν, Γύθειον, «Δέλφοι» 3 μ. μ. Πάτρας Κέρκυραν.	[14, 221, 294, 346]
ad-radion	[18, 671, 290, 832]
serial2-number: 341	[1291, 1536, 1318, 1551]
arrests-col2	[1062, 682, 1314, 922]
bank-agencies-ad	[306, 295, 526, 390]
history-terms	[315, 851, 546, 931]
serial2-text3: ὁρμητικὸς νὰ ἀναφέρῃ ἐνώπιον τῶν ἐνόρκων ὅσα ἐγνώριζε. Ὅλοι ἐπερίμεναν μὲ ἀγωνίαν. Ὁ Βερνάρδος ἐκίτρινισε. —Ἐκείνη ἡ νύκτα, ἤρχισεν, ὅταν ὁ ἀτυχὴς νέος εὑρέθη εἰς τὸν δρόμον, ἔβρεχε ραγδαίως. Εἶδα ἕνα ἄνθρωπον νὰ τρέχῃ. Δὲν ἠμπόρεσα νὰ διακρίνω τὸ πρόσωπόν του. —Καὶ δὲν εἶχατε καμμίαν ὑποψίαν; —Ὄχι, κύριε Πρόεδρε.	[1064, 1572, 1320, 1706]
ad-poulis-role: ΜΑΙΕΥΤΗΡ-ΓΥΝΑΙΚΟΛΟΓΟΣ	[66, 606, 242, 619]
serial1-title: ΔΙΑ ΤΟ ΧΡΗΜΑ	[74, 1520, 436, 1564]
ad-poulis	[24, 577, 284, 657]
social-title: ΚΟΙΝΩΝΙΚΑ	[340, 219, 492, 240]
monks-title: Η ΠΡΟΣΚΕΨΙΣ	[1394, 640, 1518, 659]
subs-inside: Ἐσωτερικοῦ	[14, 126, 83, 139]
news-lower-col1	[800, 932, 1052, 1508]
sigalas-sub: ΥΠΟ ΤΩΝ ΥΠΟΥΡΓΕΙΩΝ ΣΤΡΑΤΙΩΤΙΚΩΝ ΚΑΙ ΝΑΥΤΙΚΩΝ	[352, 1011, 740, 1026]
news-header-box	[800, 40, 1586, 100]
announce-sub: ΠΡΟΣΦΥΓΩΝ ΔΙΚΑΙΟΥΧΩΝ ΑΝΤΑΛΛΑΞΙΜΩΝ	[547, 70, 775, 80]
serial1-text4: —Θέλεις, μαζί μου; ἐρωτᾷ ἡ Νικολέτ Βιβλὺ, ἐνῷ ἐγὼ ἐσκεπτόμην τί νὰ κάμω. Ἐκεῖνη ἡ νύκτα ἦτο ἡ χειροτέρα τῆς ζωῆς μου. Δὲν ἐκοιμήθην καθόλου. —Εἶναι πρὸς τὸ καλόν σου, μοῦ εἶπε τὸ πρωί ὁ ἰατρός.	[274, 1741, 524, 1830]
ad-charamis-name: ΣΠΥΡΙΔΩΝΟΣ Ι. ΧΑΡΑΜΗ	[65, 1057, 243, 1072]
ad-radion-title: ΤΟ ΡΑΔΙΟΝ	[85, 681, 223, 706]
news-n1-text: Ὑπὸ τῆς ὑπηρεσίας τοῦ ὑπουργείου τῶν Οἰκονομικῶν κατηρτίσθη καὶ ὑπεβλήθη εἰς τὸν κ. ὑπουργὸν τὸ Νομοθετικὸν Διάταγμα περὶ κατατάξεως καὶ κατηγορίας τῶν ἐπιτηδευματιῶν. Διὰ τοῦ κατηρτισθέντος Διατάγματος ὁρίζεται, ὅτι τὸ τέλος ἐπιτηδεύματος βεβαιοῦται ἐπὶ τῇ βάσει φορολογικῶν καταλόγων, συντασσομένων δυνάμει τῶν δηλώσεων τῶν ὑπόχρεων εἰς τὸ τέλος ὑποκειμένων ἐπιτηδευματιῶν ἢ δυνάμει ἐκθέσεων κατὰ τῶν μὴ δηλωσάντων.	[800, 198, 1052, 392]
school-title2: ΓΕΩΡΓΙΚΟΝ ΣΧΟΛΕΙΟΝ	[315, 63, 517, 82]
fest-title: Η ΕΘΝΙΚΗ ΕΟΡΤΗ	[853, 934, 999, 952]
arrests-text3: Οἱ συμμορῖται ἐπεδίωκον νὰ προκαλέσουν τρομοκρατίαν εἰς τὰς νοτίας ἐπαρχίας καὶ νὰ ἐμποδίσουν τὴν ἐγκατάστασιν προσφύγων. Αἱ ἀνακρίσεις συνεχίζονται μετὰ πάσης ἐντάσεως. Μεταξὺ ἄλλων κατεσχέθη ὑπὸ τῶν ἀρχῶν ὁπλισμὸς καὶ ἡ ἀλληλογραφία τῆς ὀργανώσεως μετὰ τοῦ Κομιτάτου.	[1062, 777, 1314, 911]
paper-subtitle: ΕΦΗΜΕΡΙΣ ΠΟΛΙΤΙΚΗ ΚΑΙ ΤΩΝ ΕΙΔΗΣΕΩΝ	[14, 86, 294, 103]
announce-date: Ἀθῆναι τῇ 11 Ἰουλίου 1926.	[536, 170, 692, 183]
announce-text: Κατόπιν ἀποφάσεως τῆς Γενικῆς Συνελεύσεως Δικαιούχων Ἀνταλλάξιμων, ἐν τῇ αἰθούσῃ τῆς «Ἑταιρείας Φίλων Λαοῦ» σήμερον Κυριακὴν 11ην τρέχοντος καὶ ὥραν 11 π. μ. ἀποσκοπούσης τὸν τελικὸν καθορισμὸν τῶν ἀποζημιώσεων.	[536, 82, 786, 165]
bank-gold-ad	[536, 210, 786, 398]
arrests-sub: ΑΝΕΚΑΛΥΦΘΗ ΒΟΥΛΓΑΡΙΚΗ ΤΡΟΜΟΚΡΑΤΙΚΗ ΟΡΓΑΝΩΣΙΣ	[822, 660, 1298, 678]
school-place: ΕΝ ΚΟΝΙΤΣΗ	[364, 84, 468, 97]
news-headline1: ΚΑΤΗΡΤΙΣΘΗ ΤΟ ΝΟΜΟΘΕΤΙΚΟΝ ΔΙΑΤΑΓΜΑ	[830, 103, 1556, 138]
subs-row2b: Ἀμερικῆς δολ. 25	[198, 152, 294, 165]
manuscripts-notice: Τὰ χειρόγραφα δημοσιευόμενα ἢ μὴ δὲν ἐπιστρέφονται	[14, 165, 294, 201]
masthead	[14, 10, 1586, 34]
tithe-title: Η ΑΠΟΔΟΣΙΣ ΤΗΣ ΔΕΚΑΤΗΣ	[1365, 1172, 1547, 1186]
sigalas-sub2: ΟΤΙ ΟΙ ΤΕΛΕΙΟΤΕΡΟΙ ΚΛΗΡΟΔΕΣΜΟΙ	[387, 1028, 705, 1047]
bank-sub2: ΠΑΓΚΡΑΤΙΟΥ ΚΑΙ ΚΑΛΛΙΘΕΑΣ	[318, 355, 514, 369]
serial1-text5: σιν νὰ ἔμβῃ καὶ ἐγὼ εἰς τὸ δωμάτιον τοῦ πληγωμένου. Ἐμβήκαμε λοιπόν. Ὁ Νικολὲτ Βιβλὺ ἔκειτο πάντη ὠχρὸς ἐπὶ τῆς κλίνης του. Μόλις μὲ εἶδε ἐζήτησε νὰ σηκωθῇ. —Κατέφθασα νὰ ἐξετάσω μὲ πολλὴν προσοχὴν τὴν πληγήν του. Ἡ σφαῖρα εἶχε εἰσχωρήσει εἰς τὸ στῆθος ἀλλὰ δὲν εἶχε θίξει τὴν καρδίαν. Ὁ ἰατρὸς ἦτο αἰσιόδοξος. —Ἀγαπητέ μου Ἔσκερ—εἶπε ὁ γέρων—δὲν ξεύρω πῶς νὰ σᾶς εὐχαριστήσω. Ἐσεῖς θὰ σώσετε τὴν ζωὴν τοῦ παιδιοῦ μου.	[534, 1520, 790, 1699]
history-sub2: Πανευρωπαϊκοῦ πολέμου	[455, 794, 637, 810]
serial1-text3: ὁμάδα τοῦ θεάτρου καὶ πάσαν ἔπειτα ἀπόστασιν δὲν ἔχει πλέον. Ἐζήτησα ἀπὸ τὸν ἰατρὸν νὰ μοῦ εἴπῃ τί συμβαίνει, ἀλλ' ἐκεῖνος ἐσιώπα. Ἐπὶ τέλους μοῦ ὡμολόγησεν ὅτι ἡ κόρη του εἶχε ἀρραβωνισθῆ μὲ ἕνα νέον ἀπὸ τὸ Παρίσι, ὁ ὁποῖος εἶχε ἔλθει πρὸ μηνῶν εἰς τὸ χωριό. —Ἐνθυμεῖσαι ὅτι ἐγὼ ἤμουν φίλος τοῦ πατρός σου, μοῦ εἶπε. Ἀλλὰ τώρα τὰ πράγματα ἄλλαξαν. Σὲ συμβουλεύω νὰ φύγῃς ἀμέσως.	[274, 1572, 524, 1736]
history-ad	[306, 604, 786, 934]
subs-outside: Ἐξωτερικοῦ	[226, 126, 294, 139]
history-volumes: ΕΙΣ ΤΟΜΟΥΣ ΔΕΚΑ	[403, 818, 689, 843]
monks-text: Τηλεγραφοῦν ἐκ Σερβίας, ὅτι αἱ ἐκεῖ ἐφημερίδες ἀσχολοῦνται διὰ μακρῶν μὲ τὴν ἐκλογὴν τοῦ Οἰκουμενικοῦ Πατριάρχου Κωνσταντινουπόλεως. Αἱ βελιγραδικαὶ ἐφημερίδες γράφουν ὅτι, διὰ τὰ τῆς ἐκκλησίας τὸ Ἅγιον Ὄρος ἀπεφάσισε νὰ μὴ ἀναγνωρίσῃ τὸν νέον Πατριάρχην. Μετὰ τὴν συνεννόησιν εἰς τὴν Σόφιαν μεταξὺ τῶν ἐκκλησιῶν, θὰ ἀποφασισθῇ ἡ σύγκλησις τῆς Συνόδου.	[1326, 675, 1586, 824]
paper-title: ΣΚΡΙΠ	[14, 38, 294, 86]
serial1-text6: —Εἶνε ἀδύνατον, εἶπα. Ἀλλὰ δὲν ἔχομε καιρὸν νὰ χάσωμε. Πρέπει νὰ τὸν μεταφέρωμε εἰς τὸ νοσοκομεῖον. —Ἡ πρώτη φροντίς, ἀπάντησε ὁ ἰατρός, εἶνε νὰ τὸν θέσωμε εἰς ἀσφαλὲς μέρος. Ἡ πληγὴ δὲν εἶνε βαρεῖα, ἀλλὰ χρειάζεται ἀνάπαυσιν. —Τί μοῦ λέγεις; ἐρώτησε ὁ Νικολέτ. —Εἶνε ἀνάγκη νὰ μείνῃς ἐδῶ, τοῦ ἀπήντησα, ἕως ὅτου θεραπευθῇς.	[534, 1704, 790, 1838]
bank2-text: Ἀνακοινοῦται, ὅτι ἔληξαν ἡ παράδοσις τῶν ὁμολογιῶν τοῦ Δανείου Λίρων Ἀγγλίας 1.800.000 πρὸς ἐξόφλησιν τῶν ὀφειλομένων τῇ 31ῃ Δεκεμβρίου 1925 πρὸς τὴν Ἐθνικὴν Τράπεζαν τῆς Ἑλλάδος καταθέσεων εἰς Χρυσὸν, συμφώνως πρὸς τὰς συμβάσεις τῆς 20 Ἰουνίου καὶ 28 Ἰουλίου 1925.	[542, 248, 780, 359]
sigalas-addr-sub: παρὰ τῷ Ἀλησμονήτῳ ΕΡΓΟΣΤΑΣΙΩ	[445, 1101, 647, 1114]
news-n1-sub: Η ΔΙΑΡΚΕΙΑ ΤΩΝ ΚΑΤΑΛΟΓΩΝ	[827, 506, 1025, 520]
announce-sign: Ἡ Ἐπιτροπή	[717, 184, 786, 197]
trains-title: Ταχυδρομεῖον	[14, 205, 108, 219]
fight-title: ΣΥΜΠΛΟΚΗ	[1136, 934, 1240, 953]
history-author-text: Καθηγητοῦ τῆς Ἱστορίας ἐν τῷ Ἐθνικῷ Πανεπιστημίῳ	[321, 635, 459, 676]
warehouse-pharm-label: ΦΑΡΜΑΚΕΙΟΝ	[596, 1359, 706, 1372]
ad-loungidakis	[18, 846, 290, 1004]
subs-row2a: Ἑξάμηνος » 200	[14, 152, 105, 165]
warehouse-list2: Κορδέλαι · Ἠλεκτρικὰ μηχανά · Ποτάσσια ἰατρικά · Ἀσκαρίδα · Συνάνακούσα · Ἐπιδόρπια φάρμακα · Βαρόμετρα · Φάρμακα ἐλαστικά · Γάντια μασάζ	[551, 1411, 760, 1480]
